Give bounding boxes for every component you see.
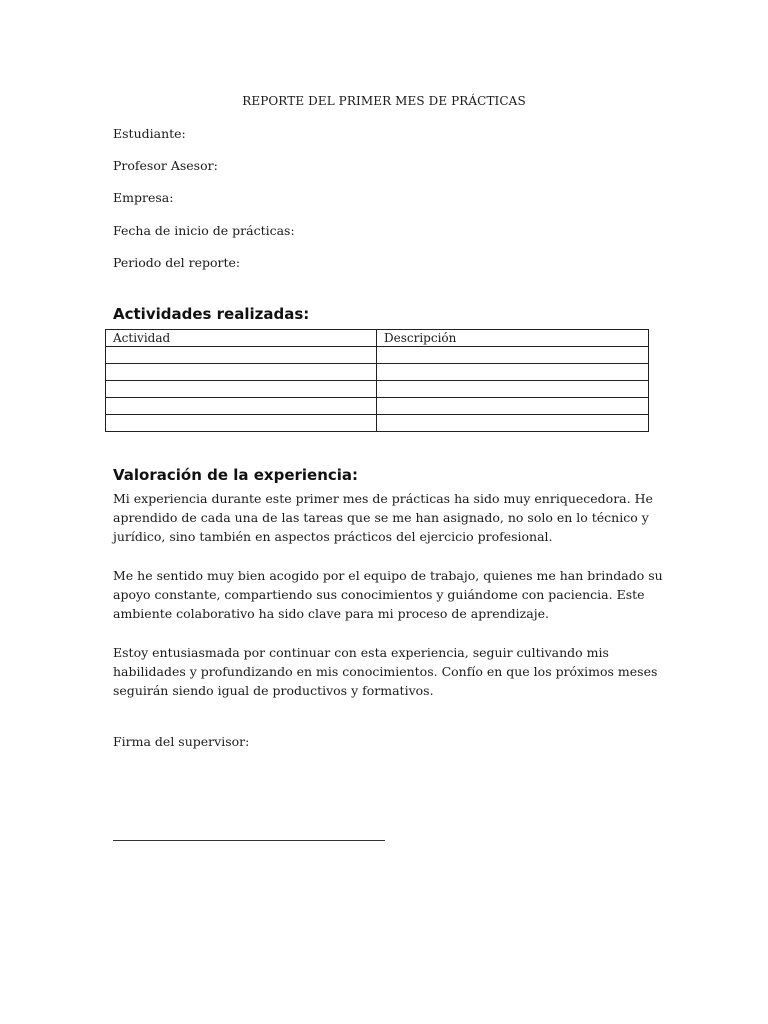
table-cell[interactable] <box>377 364 649 381</box>
table-row <box>106 398 649 415</box>
column-header-descripcion: Descripción <box>377 330 649 347</box>
evaluation-heading: Valoración de la experiencia: <box>113 466 359 484</box>
signature-label: Firma del supervisor: <box>113 734 250 749</box>
document-title: REPORTE DEL PRIMER MES DE PRÁCTICAS <box>242 94 526 108</box>
table-cell[interactable] <box>106 381 377 398</box>
evaluation-paragraph-3: Estoy entusiasmada por continuar con esta experiencia, seguir cultivando mis habilidades y profundizando en mis conocimientos. Confío en que los próximos meses seguirán siendo igual de productivos y formativos. <box>113 645 658 698</box>
table-cell[interactable] <box>106 347 377 364</box>
table-cell[interactable] <box>106 364 377 381</box>
column-header-actividad: Actividad <box>106 330 377 347</box>
table-cell[interactable] <box>377 398 649 415</box>
table-row <box>106 347 649 364</box>
activities-table <box>105 329 649 432</box>
evaluation-paragraph-2: Me he sentido muy bien acogido por el equipo de trabajo, quienes me han brindado su apoyo constante, compartiendo sus conocimientos y guiándome con paciencia. Este ambiente colaborativo ha sido clave para mi proceso de aprendizaje. <box>113 568 663 621</box>
field-periodo-reporte: Periodo del reporte: <box>113 255 241 270</box>
table-row <box>106 364 649 381</box>
signature-line <box>113 840 385 841</box>
table-header-row <box>106 330 649 347</box>
table-cell[interactable] <box>377 415 649 432</box>
field-estudiante: Estudiante: <box>113 126 186 141</box>
field-fecha-inicio: Fecha de inicio de prácticas: <box>113 223 295 238</box>
field-profesor-asesor: Profesor Asesor: <box>113 158 218 173</box>
table-row <box>106 415 649 432</box>
table-row <box>106 381 649 398</box>
table-cell[interactable] <box>106 398 377 415</box>
table-cell[interactable] <box>377 381 649 398</box>
field-empresa: Empresa: <box>113 190 174 205</box>
table-cell[interactable] <box>377 347 649 364</box>
activities-heading: Actividades realizadas: <box>113 305 310 323</box>
table-cell[interactable] <box>106 415 377 432</box>
evaluation-paragraph-1: Mi experiencia durante este primer mes de prácticas ha sido muy enriquecedora. He aprendido de cada una de las tareas que se me han asignado, no solo en lo técnico y jurídico, sino también en aspectos prácticos del ejercicio profesional. <box>113 491 653 544</box>
